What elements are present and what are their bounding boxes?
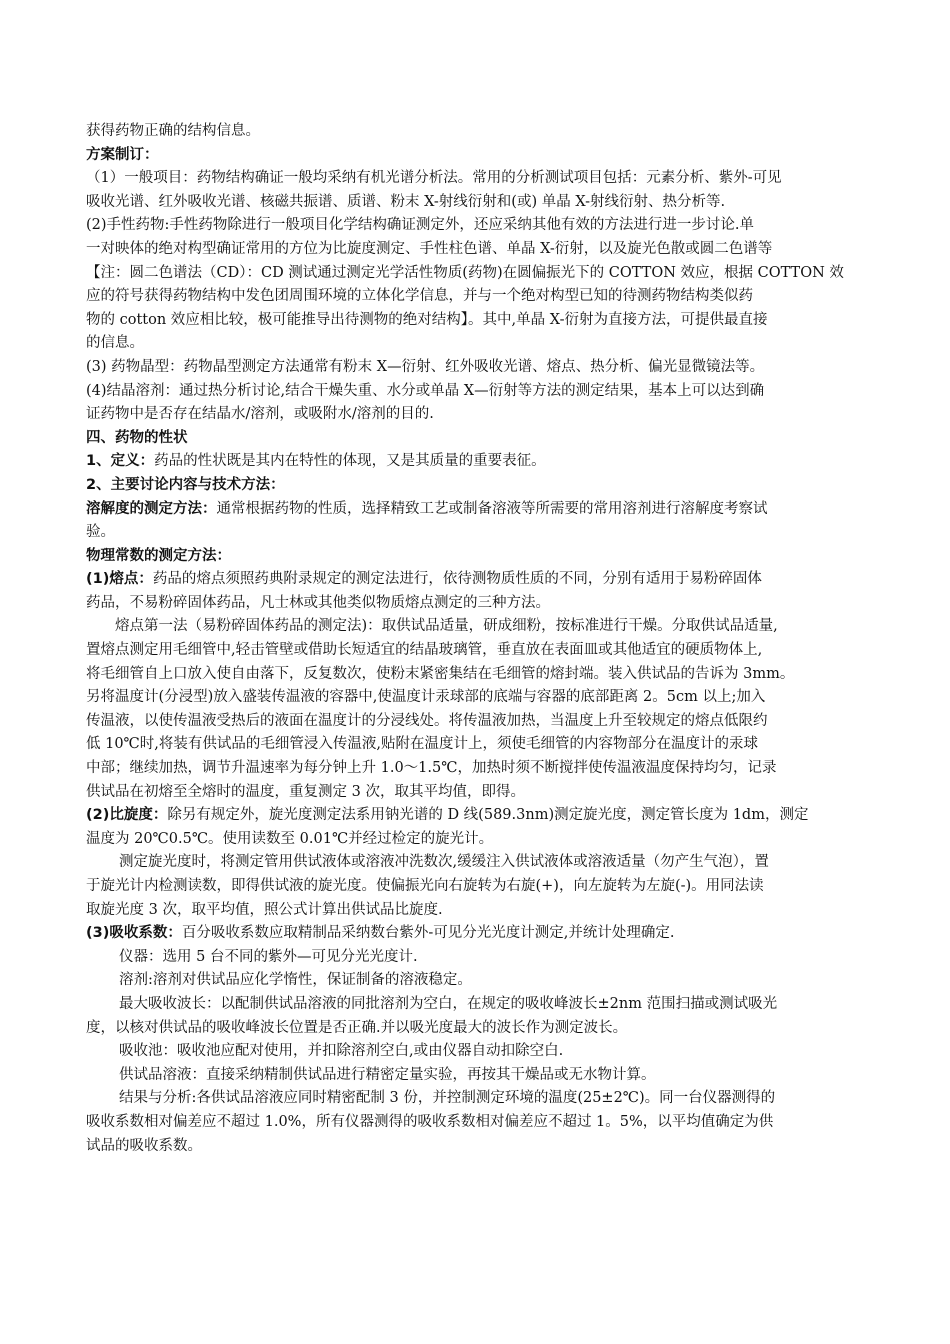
line-text: 供试品溶液：直接采纳精制供试品进行精密定量实验，再按其干燥品或无水物计算。 [119,1066,656,1083]
line-text: 传温液，以使传温液受热后的液面在温度计的分浸线处。将传温液加热，当温度上升至较规定的熔点低限约 [86,712,768,729]
line-text: 试品的吸收系数。 [86,1137,202,1154]
line-text: 通常根据药物的性质，选择精致工艺或制备溶液等所需要的常用溶剂进行溶解度考察试 [216,500,768,517]
line-text: 置熔点测定用毛细管中,轻击管壁或借助长短适宜的结晶玻璃管，垂直放在表面皿或其他适宜的硬质物体上, [86,642,763,659]
line-text: 【注：圆二色谱法（CD）：CD 测试通过测定光学活性物质(药物)在圆偏振光下的 COTTON 效应，根据 COTTON 效 [86,264,844,281]
line-text: (2)手性药物:手性药物除进行一般项目化学结构确证测定外，还应采纳其他有效的方法进行进一步讨论.单 [86,217,755,234]
text-line [86,686,864,710]
section-heading [86,474,864,498]
line-text: 测定旋光度时，将测定管用供试液体或溶液冲洗数次,缓缓注入供试液体或溶液适量（勿产生气泡），置 [119,854,769,871]
line-text: 药品，不易粉碎固体药品，凡士林或其他类似物质熔点测定的三种方法。 [86,594,550,611]
section-heading [86,427,864,451]
line-text: 最大吸收波长：以配制供试品溶液的同批溶剂为空白，在规定的吸收峰波长±2nm 范围扫描或测试吸光 [119,995,778,1012]
document-page [86,120,864,1158]
text-line [86,615,864,639]
text-line [86,356,864,380]
text-line [86,120,864,144]
text-line [86,1017,864,1041]
line-text: 获得药物正确的结构信息。 [86,123,260,139]
line-text: 一对映体的绝对构型确证常用的方位为比旋度测定、手性柱色谱、单晶 X-衍射，以及旋光色散或圆二色谱等 [86,240,773,257]
text-line [86,946,864,970]
inline-heading: (2)比旋度： [86,807,168,824]
text-line [86,403,864,427]
line-text: 应的符号获得药物结构中发色团周围环境的立体化学信息，并与一个绝对构型已知的待测药物结构类似药 [86,288,753,305]
line-text: 药品的熔点须照药典附录规定的测定法进行，依待测物质性质的不同，分别有适用于易粉碎固体 [152,571,762,588]
line-text: 吸收池：吸收池应配对使用，并扣除溶剂空白,或由仪器自动扣除空白. [119,1043,564,1060]
text-line [86,733,864,757]
text-line [86,781,864,805]
text-line [86,332,864,356]
text-line [86,1064,864,1088]
text-line [86,450,864,474]
line-text: 低 10℃时,将装有供试品的毛细管浸入传温液,贴附在温度计上，须使毛细管的内容物部分在温度计的汞球 [86,736,758,753]
text-line [86,828,864,852]
inline-heading: (1)熔点： [86,571,153,588]
text-line [86,993,864,1017]
text-line [86,592,864,616]
text-line [86,875,864,899]
text-line [86,1135,864,1159]
line-text: (3) 药物晶型：药物晶型测定方法通常有粉末 X—衍射、红外吸收光谱、熔点、热分析、偏光显微镜法等。 [86,358,765,375]
text-line [86,899,864,923]
text-line [86,498,864,522]
line-text: 吸收系数相对偏差应不超过 1.0%，所有仪器测得的吸收系数相对偏差应不超过 1。5%，以平均值确定为供 [86,1113,774,1130]
line-text: (4)结晶溶剂：通过热分析讨论,结合干燥失重、水分或单晶 X—衍射等方法的测定结果，基本上可以达到确 [86,382,765,399]
text-line [86,969,864,993]
line-text: 供试品在初熔至全熔时的温度，重复测定 3 次，取其平均值，即得。 [86,783,525,800]
line-text: 溶剂:溶剂对供试品应化学惰性，保证制备的溶液稳定。 [119,972,472,989]
line-text: 验。 [86,524,115,541]
line-text: 除另有规定外，旋光度测定法系用钠光谱的 D 线(589.3nm)测定旋光度，测定管长度为 1dm，测定 [167,807,809,824]
line-text: 将毛细管自上口放入使自由落下，反复数次，使粉末紧密集结在毛细管的熔封端。装入供试品的告诉为 3mm。 [86,665,795,682]
line-text: （1）一般项目：药物结构确证一般均采纳有机光谱分析法。常用的分析测试项目包括：元素分析、紫外-可见 [86,170,782,187]
line-text: 温度为 20℃0.5℃。使用读数至 0.01℃并经过检定的旋光计。 [86,830,494,847]
line-text: 的信息。 [86,335,144,352]
line-text: 药品的性状既是其内在特性的体现，又是其质量的重要表征。 [154,453,546,470]
line-text: 四、药物的性状 [86,429,188,446]
line-text: 2、主要讨论内容与技术方法： [86,476,285,493]
text-line [86,380,864,404]
line-text: 取旋光度 3 次，取平均值，照公式计算出供试品比旋度. [86,901,443,918]
text-line [86,1040,864,1064]
line-text: 结果与分析:各供试品溶液应同时精密配制 3 份，并控制测定环境的温度(25±2℃)。同一台仪器测得的 [119,1090,776,1107]
text-line [86,568,864,592]
line-text: 熔点第一法（易粉碎固体药品的测定法)：取供试品适量，研成细粉，按标准进行干燥。分取供试品适量, [115,618,778,635]
line-text: 仪器：选用 5 台不同的紫外—可见分光光度计. [119,948,418,965]
inline-heading: (3)吸收系数： [86,925,182,942]
text-line [86,191,864,215]
text-line [86,757,864,781]
text-line [86,214,864,238]
line-text: 方案制订： [86,146,159,163]
text-line [86,922,864,946]
line-text: 另将温度计(分浸型)放入盛装传温液的容器中,使温度计汞球部的底端与容器的底部距离 2。5cm 以上;加入 [86,689,766,706]
line-text: 中部；继续加热，调节升温速率为每分钟上升 1.0～1.5℃，加热时须不断搅拌使传温液温度保持均匀，记录 [86,760,777,777]
text-line [86,285,864,309]
text-line [86,167,864,191]
text-line [86,639,864,663]
line-text: 于旋光计内检测读数，即得供试液的旋光度。使偏振光向右旋转为右旋(+)，向左旋转为左旋(-)。用同法读 [86,878,764,894]
text-line [86,1087,864,1111]
text-line [86,1111,864,1135]
section-heading [86,545,864,569]
inline-heading: 1、定义： [86,453,155,470]
inline-heading: 溶解度的测定方法： [86,500,217,517]
text-line [86,238,864,262]
line-text: 吸收光谱、红外吸收光谱、核磁共振谱、质谱、粉末 X-射线衍射和(或) 单晶 X-射线衍射、热分析等. [86,193,726,210]
line-text: 证药物中是否存在结晶水/溶剂，或吸附水/溶剂的目的. [86,406,434,423]
text-line [86,851,864,875]
text-line [86,710,864,734]
line-text: 物理常数的测定方法： [86,547,231,564]
text-line [86,309,864,333]
line-text: 度，以核对供试品的吸收峰波长位置是否正确.并以吸光度最大的波长作为测定波长。 [86,1019,628,1036]
line-text: 物的 cotton 效应相比较，极可能推导出待测物的绝对结构】。其中,单晶 X-衍射为直接方法，可提供最直接 [86,311,768,328]
text-line [86,663,864,687]
section-heading [86,144,864,168]
line-text: 百分吸收系数应取精制品采纳数台紫外-可见分光光度计测定,并统计处理确定. [181,925,675,942]
text-line [86,804,864,828]
text-line [86,262,864,286]
text-line [86,521,864,545]
